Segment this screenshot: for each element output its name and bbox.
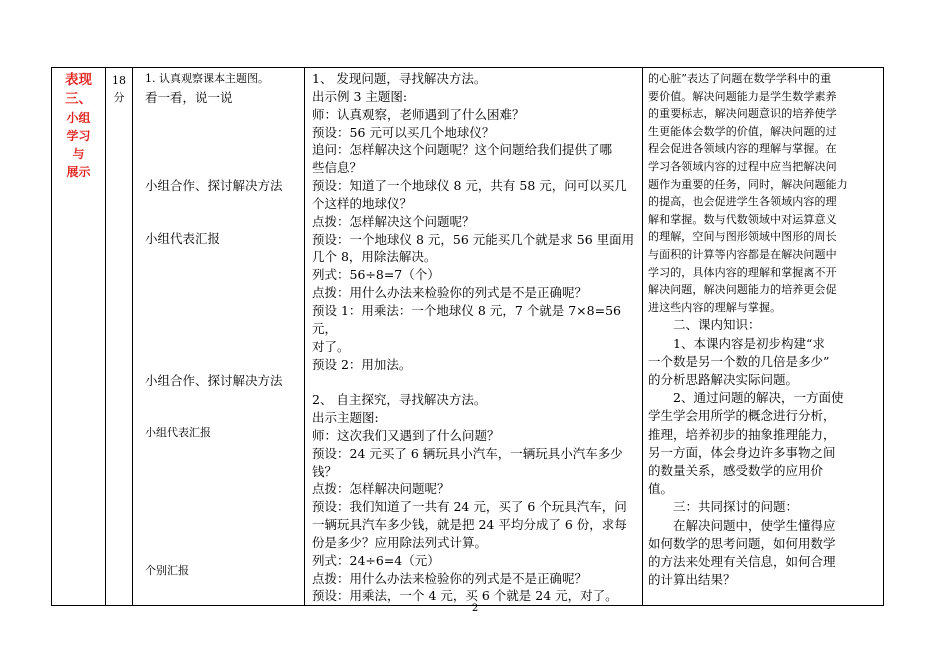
intent-line: 程会促进各领域内容的理解与掌握。在 bbox=[648, 142, 837, 156]
teacher-line: 列式：56÷8=7（个） bbox=[312, 267, 440, 283]
teacher-line bbox=[312, 373, 638, 391]
page-number: 2 bbox=[471, 603, 479, 614]
student-activity: 看一看，说一说 bbox=[145, 90, 233, 105]
stage-line: 学习 bbox=[66, 129, 91, 143]
teacher-activity-cell bbox=[305, 68, 643, 606]
teacher-line: 些信息？ bbox=[312, 160, 363, 176]
intent-line: 学习的，具体内容的理解和掌握离不开 bbox=[648, 265, 837, 279]
intent-large-lines bbox=[648, 316, 879, 589]
time-minutes: 18 bbox=[112, 74, 126, 87]
intent-line: 值。 bbox=[648, 481, 674, 497]
stage-line: 表现 bbox=[65, 72, 92, 88]
intent-line: 的分析思路解决实际问题。 bbox=[648, 371, 799, 387]
intent-small-lines bbox=[648, 70, 879, 316]
intent-line: 推理，培养初步的抽象推理能力， bbox=[648, 426, 836, 442]
student-activity: 1. 认真观察课本主题图。 bbox=[145, 72, 269, 85]
stage-cell bbox=[52, 68, 106, 606]
teacher-line: 点拨：怎样解决这个问题呢？ bbox=[312, 213, 475, 229]
student-activity: 小组代表汇报 bbox=[145, 426, 211, 439]
teacher-line: 几个 8，用除法解决。 bbox=[312, 249, 437, 265]
intent-line: 的方法来处理有关信息，如何合理 bbox=[648, 553, 836, 569]
teacher-line: 出示例 3 主题图: bbox=[312, 88, 408, 104]
intent-line: 的计算出结果？ bbox=[648, 572, 736, 588]
student-activity: 小组代表汇报 bbox=[145, 231, 221, 246]
teacher-line: 预设：56 元可以买几个地球仪？ bbox=[312, 124, 495, 140]
intent-line: 解决问题，解决问题能力的培养更会促 bbox=[648, 283, 837, 297]
intent-line: 在解决问题中，使学生懂得应 bbox=[648, 517, 836, 533]
teacher-line: 点拨：用什么办法来检验你的列式是不是正确呢？ bbox=[312, 285, 588, 301]
intent-line: 学习各领域内容的过程中应当把解决问 bbox=[648, 159, 837, 173]
time-unit: 分 bbox=[113, 91, 125, 104]
teacher-line: 预设 1：用乘法：一个地球仪 8 元，7 个就是 7×8=56 元， bbox=[312, 302, 621, 336]
student-activity-cell bbox=[133, 68, 305, 606]
teacher-line: 预设：24 元买了 6 辆玩具小汽车，一辆玩具小汽车多少 bbox=[312, 445, 623, 461]
teacher-line: 预设：我们知道了一共有 24 元，买了 6 个玩具汽车，问 bbox=[312, 499, 627, 515]
intent-line: 1、本课内容是初步构建“求 bbox=[648, 335, 825, 351]
intent-line: 解和掌握。数与代数领域中对运算意义 bbox=[648, 212, 837, 226]
intent-line: 二、课内知识： bbox=[648, 317, 761, 333]
teacher-line: 出示主题图: bbox=[312, 410, 379, 426]
teacher-line: 追问：怎样解决这个问题呢？这个问题给我们提供了哪 bbox=[312, 142, 613, 158]
teacher-line: 一辆玩具汽车多少钱，就是把 24 平均分成了 6 份，求每 bbox=[312, 517, 627, 533]
intent-line: 的理解，空间与图形领域中图形的周长 bbox=[648, 230, 837, 244]
teacher-line: 个这样的地球仪？ bbox=[312, 195, 413, 211]
teacher-line: 预设：一个地球仪 8 元，56 元能买几个就是求 56 里面用 bbox=[312, 231, 635, 247]
teacher-line: 预设：用乘法，一个 4 元，买 6 个就是 24 元，对了。 bbox=[312, 588, 618, 604]
intent-line: 的重要标志，解决问题意识的培养使学 bbox=[648, 107, 837, 121]
teacher-line: 1、 发现问题，寻找解决方法。 bbox=[312, 71, 487, 86]
intent-line: 要价值。解决问题能力是学生数学素养 bbox=[648, 89, 837, 103]
table-row bbox=[52, 68, 884, 606]
student-activity: 个别汇报 bbox=[145, 564, 189, 577]
teacher-line: 点拨：用什么办法来检验你的列式是不是正确呢？ bbox=[312, 570, 588, 586]
intent-line: 2、通过问题的解决，一方面使 bbox=[648, 390, 844, 406]
teacher-line: 钱？ bbox=[312, 463, 338, 479]
stage-line: 展示 bbox=[66, 165, 91, 179]
teacher-line: 师：认真观察，老师遇到了什么困难？ bbox=[312, 106, 525, 122]
lesson-plan-table bbox=[51, 67, 884, 606]
stage-line: 与 bbox=[72, 147, 85, 161]
intent-line: 与面积的计算等内容都是在解决问题中 bbox=[648, 247, 837, 261]
student-activity: 小组合作、探讨解决方法 bbox=[145, 178, 283, 193]
intent-line: 如何数学的思考问题，如何用数学 bbox=[648, 535, 836, 551]
stage-line: 三、 bbox=[65, 91, 92, 107]
intent-line: 进这些内容的理解与掌握。 bbox=[648, 300, 782, 314]
intent-line: 题作为重要的任务，同时，解决问题能力 bbox=[648, 177, 848, 191]
intent-line: 的数量关系，感受数学的应用价 bbox=[648, 462, 824, 478]
teacher-line: 列式：24÷6=4（元） bbox=[312, 552, 440, 568]
intent-line: 的心脏”表达了问题在数学学科中的重 bbox=[648, 72, 832, 85]
teacher-line: 师：这次我们又遇到了什么问题？ bbox=[312, 427, 500, 443]
intent-line: 另一方面，体会身边许多事物之间 bbox=[648, 444, 836, 460]
intent-line: 学生学会用所学的概念进行分析， bbox=[648, 408, 836, 424]
time-cell bbox=[106, 68, 133, 606]
intent-line: 三：共同探讨的问题： bbox=[648, 499, 799, 515]
teacher-line: 预设 2：用加法。 bbox=[312, 356, 412, 372]
teacher-line: 对了。 bbox=[312, 338, 350, 354]
stage-line: 小组 bbox=[66, 111, 91, 125]
teacher-line: 2、 自主探究，寻找解决方法。 bbox=[312, 392, 487, 408]
teacher-lines bbox=[312, 70, 638, 605]
teacher-line: 预设：知道了一个地球仪 8 元，共有 58 元，问可以买几 bbox=[312, 178, 627, 194]
teacher-line: 份是多少？应用除法列式计算。 bbox=[312, 534, 488, 550]
intent-line: 的提高，也会促进学生各领域内容的理 bbox=[648, 195, 837, 209]
design-intent-cell bbox=[643, 68, 884, 606]
intent-line: 生更能体会数学的价值，解决问题的过 bbox=[648, 124, 837, 138]
student-activity: 小组合作、探讨解决方法 bbox=[145, 373, 283, 388]
intent-line: 一个数是另一个数的几倍是多少” bbox=[648, 353, 830, 369]
teacher-line: 点拨：怎样解决问题呢？ bbox=[312, 481, 450, 497]
